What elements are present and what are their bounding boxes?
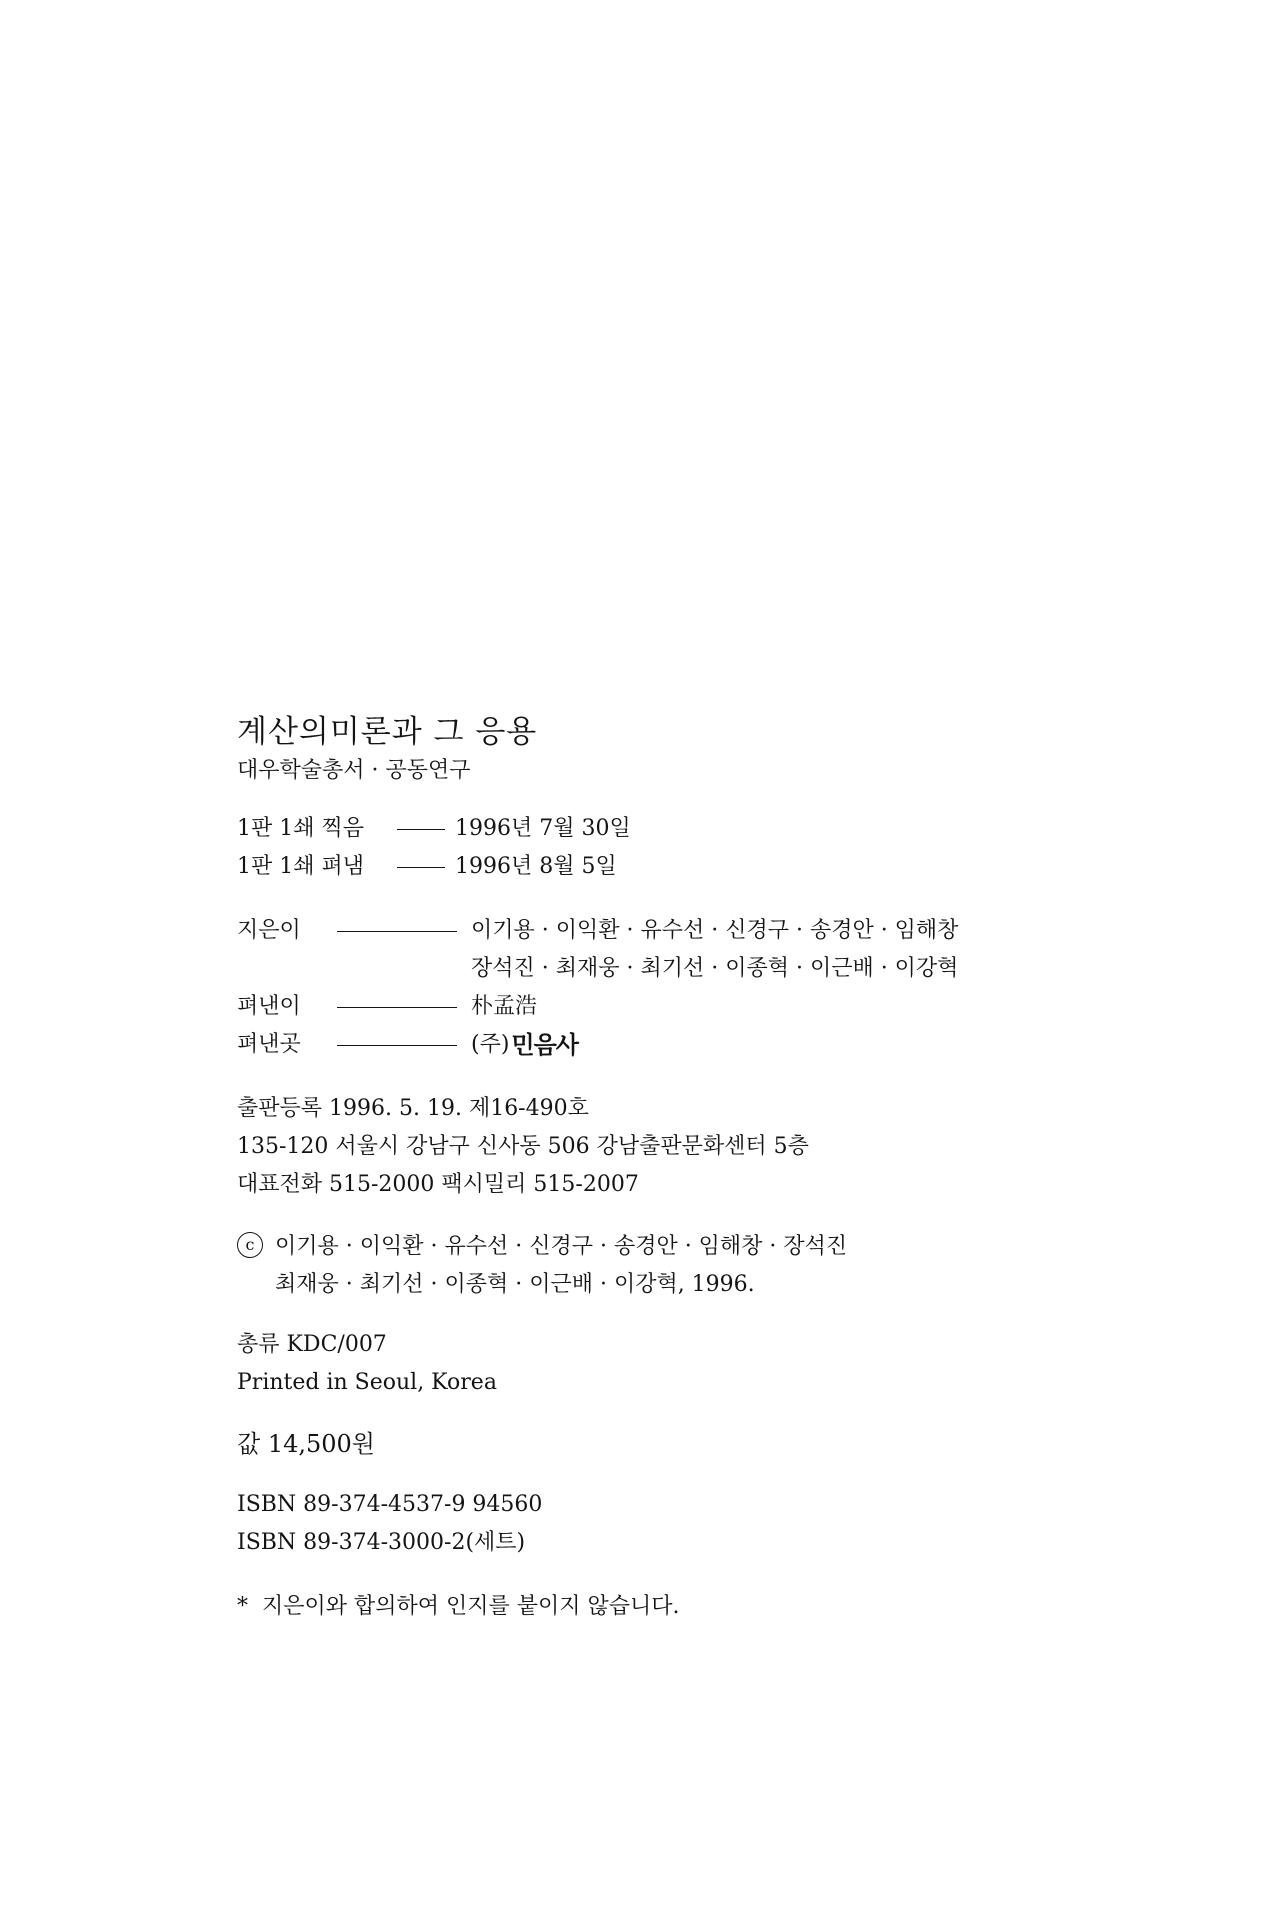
- copyright-holders: 이기용 · 이익환 · 유수선 · 신경구 · 송경안 · 임해창 · 장석진: [275, 1234, 848, 1259]
- book-title: 계산의미론과 그 응용: [237, 714, 538, 750]
- credit-row-publisher-person: [237, 988, 1037, 1026]
- edition-date: 1996년 7월 30일: [455, 816, 631, 841]
- edition-info: [237, 810, 1037, 886]
- publisher: [471, 1026, 578, 1064]
- phone-line: 대표전화 515-2000 팩시밀리 515-2007: [237, 1172, 639, 1197]
- series-name: 대우학술총서 · 공동연구: [237, 758, 471, 783]
- authors-line: 장석진 · 최재웅 · 최기선 · 이종혁 · 이근배 · 이강혁: [471, 956, 959, 981]
- dash-divider: [397, 867, 445, 868]
- publisher-person-name: 朴孟浩: [471, 994, 538, 1019]
- publisher-label: 펴낸곳: [237, 1032, 301, 1057]
- registration-line: 출판등록 1996. 5. 19. 제16-490호: [237, 1096, 589, 1121]
- dash-divider: [337, 931, 457, 932]
- dash-divider: [337, 1045, 457, 1046]
- copyright-icon: c: [237, 1232, 263, 1258]
- edition-label: 1판 1쇄 찍음: [237, 816, 364, 841]
- publisher-prefix: (주): [471, 1032, 510, 1057]
- isbn-line: ISBN 89-374-4537-9 94560: [237, 1492, 543, 1517]
- isbn-line: ISBN 89-374-3000-2(세트): [237, 1530, 526, 1555]
- publisher-logo: 민음사: [511, 1031, 578, 1059]
- isbn-block: [237, 1486, 1037, 1562]
- copyright-notice: [237, 1228, 1037, 1304]
- credit-row-authors: [237, 912, 1037, 988]
- printed-in-line: Printed in Seoul, Korea: [237, 1370, 497, 1395]
- dash-divider: [397, 829, 445, 830]
- stamp-notice: [237, 1588, 1037, 1626]
- authors-label: 지은이: [237, 918, 301, 943]
- edition-label: 1판 1쇄 펴냄: [237, 854, 364, 879]
- kdc-line: 총류 KDC/007: [237, 1332, 387, 1357]
- publishing-info: [237, 1090, 1037, 1204]
- publisher-person-label: 펴낸이: [237, 994, 301, 1019]
- edition-date: 1996년 8월 5일: [455, 854, 617, 879]
- asterisk-icon: *: [237, 1594, 248, 1619]
- copyright-line: [237, 1228, 1037, 1266]
- colophon-block: [237, 712, 1037, 1626]
- authors-list: [471, 912, 958, 988]
- edition-row-printed: [237, 810, 1037, 848]
- notice-text: 지은이와 합의하여 인지를 붙이지 않습니다.: [262, 1594, 680, 1619]
- address-line: 135-120 서울시 강남구 신사동 506 강남출판문화센터 5층: [237, 1134, 809, 1159]
- classification: [237, 1326, 1037, 1402]
- price: 값 14,500원: [237, 1430, 375, 1458]
- dash-divider: [337, 1007, 457, 1008]
- authors-line: 이기용 · 이익환 · 유수선 · 신경구 · 송경안 · 임해창: [471, 918, 959, 943]
- edition-row-published: [237, 848, 1037, 886]
- credits: [237, 912, 1037, 1064]
- copyright-line: 최재웅 · 최기선 · 이종혁 · 이근배 · 이강혁, 1996.: [275, 1272, 755, 1297]
- credit-row-publisher: [237, 1026, 1037, 1064]
